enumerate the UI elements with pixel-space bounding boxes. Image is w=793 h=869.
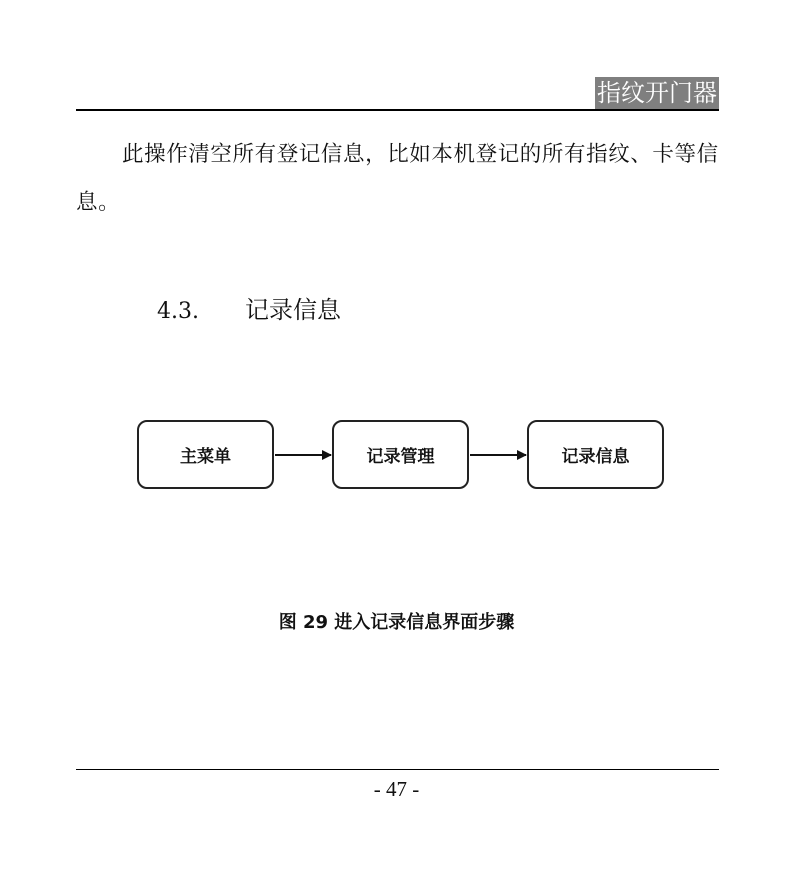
flowchart (137, 420, 667, 492)
flow-step-main-menu: 主菜单 (137, 420, 274, 489)
body-paragraph: 此操作清空所有登记信息，比如本机登记的所有指纹、卡等信息。 (76, 142, 719, 215)
section-heading (157, 292, 341, 330)
section-number: 4.3. (157, 299, 199, 324)
section-title: 记录信息 (245, 296, 341, 324)
page-number: - 47 - (373, 777, 420, 801)
footer-rule (76, 769, 719, 770)
flow-step-record-management: 记录管理 (332, 420, 469, 489)
flow-step-record-info: 记录信息 (527, 420, 664, 489)
header-rule (76, 109, 719, 111)
figure-caption: 图 29 进入记录信息界面步骤 (278, 612, 515, 633)
header-title: 指纹开门器 (597, 79, 717, 107)
